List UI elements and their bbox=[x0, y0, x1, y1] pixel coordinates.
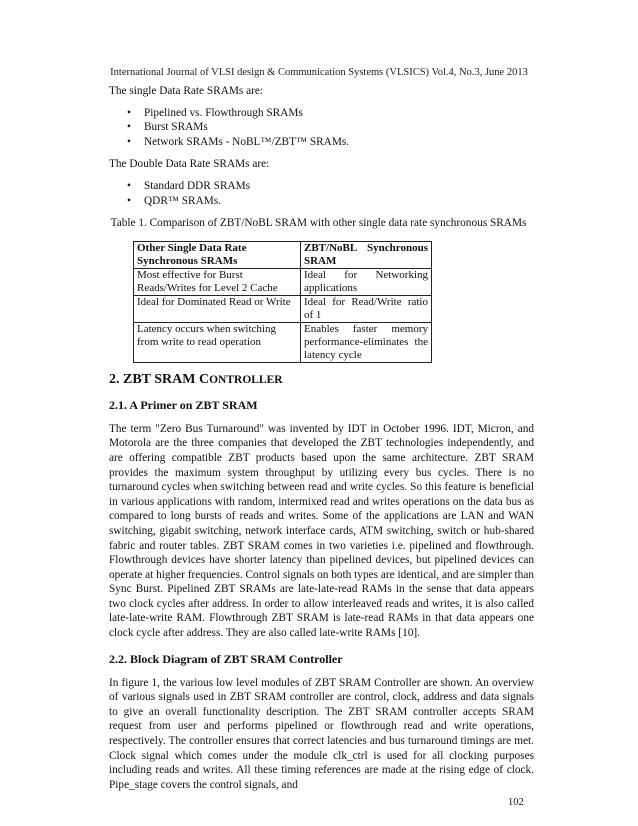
table-row bbox=[134, 295, 432, 322]
table-cell: Enables faster memory performance-eliminates the latency cycle bbox=[301, 322, 432, 362]
list-item: • Network SRAMs - NoBL™/ZBT™ SRAMs. bbox=[127, 135, 350, 148]
subsection-heading: 2.1. A Primer on ZBT SRAM bbox=[109, 397, 258, 412]
table-row bbox=[134, 322, 432, 362]
double-rate-intro: The Double Data Rate SRAMs are: bbox=[109, 158, 270, 171]
table-header-cell: ZBT/NoBL Synchronous SRAM bbox=[301, 241, 432, 268]
bullet-icon: • bbox=[127, 135, 131, 148]
table-cell: Most effective for Burst Reads/Writes for Level 2 Cache bbox=[134, 268, 301, 295]
running-header: International Journal of VLSI design & Communication Systems (VLSICS) Vol.4, No.3, June 2013 bbox=[110, 67, 528, 78]
page-number: 102 bbox=[508, 797, 524, 808]
list-item: • Pipelined vs. Flowthrough SRAMs bbox=[127, 106, 303, 119]
list-item: • Burst SRAMs bbox=[127, 121, 208, 134]
section-heading: 2. ZBT SRAM CONTROLLER bbox=[109, 371, 283, 387]
bullet-icon: • bbox=[127, 121, 131, 134]
table-row bbox=[134, 268, 432, 295]
table-caption: Table 1. Comparison of ZBT/NoBL SRAM with other single data rate synchronous SRAMs bbox=[110, 217, 527, 230]
single-rate-intro: The single Data Rate SRAMs are: bbox=[109, 85, 264, 97]
single-rate-list bbox=[109, 106, 534, 150]
table-header-row bbox=[134, 241, 432, 268]
table-cell: Ideal for Dominated Read or Write bbox=[134, 295, 301, 322]
comparison-table bbox=[133, 241, 432, 363]
bullet-icon: • bbox=[127, 179, 131, 192]
subsection-heading: 2.2. Block Diagram of ZBT SRAM Controller bbox=[109, 651, 343, 666]
table-cell: Ideal for Read/Write ratio of 1 bbox=[301, 295, 432, 322]
body-paragraph: In figure 1, the various low level modules of ZBT SRAM Controller are shown. An overview of various signals used in ZBT SRAM controller are control, clock, address and data signals to give an overall functionality description. The ZBT SRAM controller accepts SRAM request from user and performs pipelined or flowthrough read and write operations, respectively. The controller ensures that correct latencies and bus turnaround timings are met. Clock signal which comes under the module clk_ctrl is used for all clocking purposes including reads and writes. All these timing references are made at the rising edge of clock. Pipe_stage covers the control signals, and bbox=[109, 676, 534, 791]
table-cell: Latency occurs when switching from write to read operation bbox=[134, 322, 301, 362]
body-paragraph: The term "Zero Bus Turnaround" was invented by IDT in October 1996. IDT, Micron, and Motorola are the three companies that developed the ZBT technologies independently, and are offering compatible ZBT products based upon the same architecture. ZBT SRAM provides the maximum system throughput by utilizing every bus cycles. There is no turnaround cycles when switching between read and write cycles. So this feature is beneficial in various applications with random, intermixed read and writes operations on the data bus as compared to long bursts of reads and writes. Some of the applications are LAN and WAN switching, gigabit switching, network interface cards, ATM switching, switch or hub-shared fabric and router tables. ZBT SRAM comes in two varieties i.e. pipelined and flowthrough. Flowthrough devices have shorter latency than pipelined devices, but pipelined devices can operate at higher frequencies. Control signals on both types are identical, and are simpler than Sync Burst. Pipelined ZBT SRAMs are late-late-read RAMs in the sense that data appears two clock cycles after address. In order to allow interleaved reads and writes, it is also called late-late-write RAM. Flowthrough ZBT SRAM is late-read RAMs in that data appears one clock cycle after address. They are also called late-write RAMs [10]. bbox=[109, 422, 534, 640]
page-content bbox=[109, 84, 534, 803]
bullet-icon: • bbox=[127, 106, 131, 119]
table-header-cell: Other Single Data Rate Synchronous SRAMs bbox=[134, 241, 301, 268]
table-cell: Ideal for Networking applications bbox=[301, 268, 432, 295]
bullet-icon: • bbox=[127, 194, 131, 207]
list-item: • QDR™ SRAMs. bbox=[127, 194, 221, 207]
list-item: • Standard DDR SRAMs bbox=[127, 179, 251, 192]
double-rate-list bbox=[109, 179, 534, 208]
